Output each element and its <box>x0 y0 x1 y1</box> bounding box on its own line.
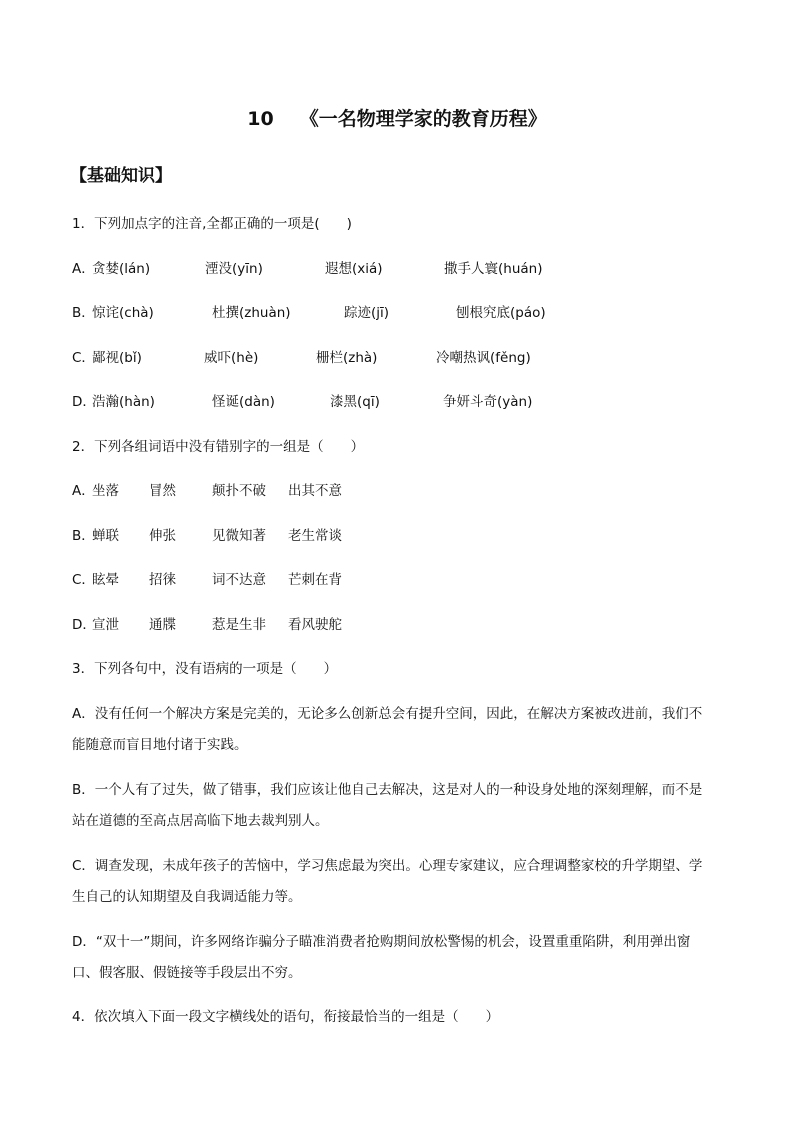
option-letter: D． <box>72 617 96 633</box>
option-item: 宣泄 <box>92 617 119 633</box>
question-1-option-a <box>72 257 732 277</box>
option-item: 老生常谈 <box>288 528 342 544</box>
option-letter: A． <box>72 261 95 277</box>
question-1-option-d <box>72 390 732 410</box>
question-4-stem: 4．依次填入下面一段文字横线处的语句，衔接最恰当的一组是（ ） <box>72 1009 500 1025</box>
option-letter: A． <box>72 483 95 499</box>
option-item: 栅栏(zhà) <box>316 350 378 366</box>
option-item: 撒手人寰(huán) <box>444 261 543 277</box>
option-letter: C． <box>72 350 95 366</box>
option-item: 冷嘲热讽(fěng) <box>436 350 531 366</box>
option-item: 遐想(xiá) <box>325 261 383 277</box>
question-1-stem: 1．下列加点字的注音,全都正确的一项是( ) <box>72 216 352 232</box>
option-letter: B． <box>72 528 95 544</box>
question-2-option-d <box>72 613 732 633</box>
section-heading: 【基础知识】 <box>70 166 172 186</box>
option-item: 争妍斗奇(yàn) <box>443 394 533 410</box>
option-item: 坐落 <box>92 483 119 499</box>
question-3-option-d-line-1: D．“双十一”期间，许多网络诈骗分子瞄准消费者抢购期间放松警惕的机会，设置重重陷阱，利用弹出窗 <box>72 934 691 950</box>
question-3-option-a-line-1: A．没有任何一个解决方案是完美的，无论多么创新总会有提升空间，因此，在解决方案被改进前，我们不 <box>72 706 703 722</box>
question-2-option-c <box>72 568 732 588</box>
option-letter: B． <box>72 305 95 321</box>
question-3-option-c-line-1: C．调查发现，未成年孩子的苦恼中，学习焦虑最为突出。心理专家建议，应合理调整家校的升学期望、学 <box>72 858 703 874</box>
option-item: 出其不意 <box>288 483 342 499</box>
option-item: 招徕 <box>149 572 176 588</box>
option-item: 看风驶舵 <box>288 617 342 633</box>
option-item: 见微知著 <box>212 528 266 544</box>
option-item: 词不达意 <box>212 572 266 588</box>
question-3-option-d-line-2: 口、假客服、假链接等手段层出不穷。 <box>72 965 302 981</box>
lesson-title: 《一名物理学家的教育历程》 <box>299 108 547 130</box>
question-3-option-c-line-2: 生自己的认知期望及自我调适能力等。 <box>72 889 302 905</box>
option-letter: C． <box>72 572 95 588</box>
question-1-option-b <box>72 301 732 321</box>
option-item: 颠扑不破 <box>212 483 266 499</box>
question-2-stem: 2．下列各组词语中没有错别字的一组是（ ） <box>72 439 365 455</box>
question-3-stem: 3．下列各句中，没有语病的一项是（ ） <box>72 661 338 677</box>
question-3-option-b-line-1: B．一个人有了过失，做了错事，我们应该让他自己去解决，这是对人的一种设身处地的深刻理解，而不是 <box>72 782 703 798</box>
option-item: 浩瀚(hàn) <box>92 394 155 410</box>
question-3-option-b-line-2: 站在道德的至高点居高临下地去裁判别人。 <box>72 813 329 829</box>
document-title <box>0 104 794 131</box>
question-3-option-a-line-2: 能随意而盲目地付诸于实践。 <box>72 737 248 753</box>
option-item: 漆黑(qī) <box>330 394 380 410</box>
question-2-option-b <box>72 524 732 544</box>
option-item: 通牒 <box>149 617 176 633</box>
question-2-option-a <box>72 479 732 499</box>
option-item: 刨根究底(páo) <box>456 305 546 321</box>
option-item: 惹是生非 <box>212 617 266 633</box>
option-item: 蝉联 <box>92 528 119 544</box>
option-item: 怪诞(dàn) <box>212 394 275 410</box>
option-item: 鄙视(bǐ) <box>92 350 142 366</box>
lesson-number: 10 <box>247 108 274 130</box>
option-letter: D． <box>72 394 96 410</box>
option-item: 惊诧(chà) <box>92 305 154 321</box>
option-item: 湮没(yīn) <box>205 261 263 277</box>
option-item: 眩晕 <box>92 572 119 588</box>
option-item: 伸张 <box>149 528 176 544</box>
option-item: 芒刺在背 <box>288 572 342 588</box>
question-1-option-c <box>72 346 732 366</box>
option-item: 威吓(hè) <box>204 350 259 366</box>
option-item: 杜撰(zhuàn) <box>212 305 291 321</box>
option-item: 贪婪(lán) <box>92 261 151 277</box>
option-item: 冒然 <box>149 483 176 499</box>
option-item: 踪迹(jī) <box>344 305 390 321</box>
